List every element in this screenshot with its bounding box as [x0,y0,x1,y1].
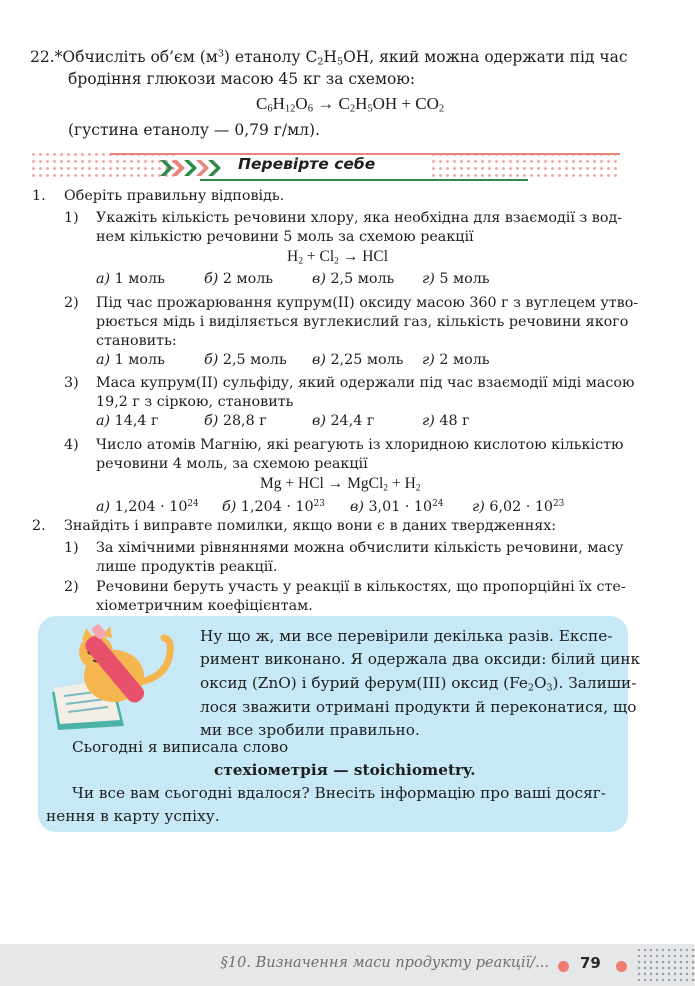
question-3-line-2: 19,2 г з сіркою, становить [96,394,294,410]
question-2-line-2: рюється мідь і виділяється вуглекислий газ, кількість речовини якого [96,314,629,330]
summary-callout [38,616,641,832]
question-1-option-d: г) 5 моль [422,271,490,287]
section-title: Перевірте себе [238,155,376,173]
statement-1-number: 1) [64,540,79,556]
callout-line-9: нення в карту успіху. [46,807,220,825]
statement-1-line-2: лише продуктів реакції. [96,559,278,575]
callout-line-1: Ну що ж, ми все перевірили декілька разів. Експе- [200,627,613,645]
question-4-equation: Mg + HCl → MgCl$_2$ + $H_2$ [260,475,421,494]
problem-22-line-2: бродіння глюкози масою 45 кг за схемою: [68,70,416,88]
statement-1-line-1: За хімічними рівняннями можна обчислити кількість речовини, масу [96,540,624,556]
task-1-label: 1. [32,188,46,204]
question-3-option-a: а) 14,4 г [96,413,159,429]
statement-2-line-1: Речовини беруть участь у реакції в кількостях, що пропорційні їх сте- [96,579,626,595]
question-3-number: 3) [64,375,79,391]
footer-dot-pattern [636,947,695,983]
callout-line-4: лося зважити отримані продукти й переконатися, що [200,698,637,716]
question-4-line-2: речовини 4 моль, за схемою реакції [96,456,368,472]
question-2-number: 2) [64,295,79,311]
question-1-option-c: в) 2,5 моль [312,271,395,287]
callout-line-2: римент виконано. Я одержала два оксиди: білий цинк [200,650,641,668]
question-2-line-3: становить: [96,333,177,349]
problem-22-line-1: 22.*Обчисліть об’єм $(м^3)$ етанолу $C_2H_5OH$, який можна одержати під час [30,48,628,68]
question-1-number: 1) [64,210,79,226]
question-4-option-a: а) $1,204 \cdot 10^{24}$ [96,499,199,515]
task-2-text: Знайдіть і виправте помилки, якщо вони є в даних твердженнях: [64,518,557,534]
question-1-line-2: нем кількістю речовини 5 моль за схемою реакції [96,229,474,245]
question-2-option-b: б) 2,5 моль [204,352,287,368]
decorative-dots-right [430,151,618,181]
question-3-option-b: б) 28,8 г [204,413,267,429]
callout-line-8: Чи все вам сьогодні вдалося? Внесіть інформацію про ваші досяг- [72,784,606,802]
footer-dot-right [616,961,627,972]
question-1-equation: $H_2 + Cl_2$ → HCl [287,248,389,267]
chevron-arrows-icon [150,156,240,180]
statement-2-number: 2) [64,579,79,595]
question-2-option-a: а) 1 моль [96,352,165,368]
question-1-option-a: а) 1 моль [96,271,165,287]
question-3-option-c: в) 24,4 г [312,413,375,429]
callout-line-5: ми все зробили правильно. [200,721,420,739]
question-4-line-1: Число атомів Магнію, які реагують із хлоридною кислотою кількістю [96,437,624,453]
question-3-line-1: Маса купрум(ІІ) сульфіду, який одержали під час взаємодії міді масою [96,375,635,391]
callout-keyword: стехіометрія — stoichiometry. [214,761,476,779]
question-4-number: 4) [64,437,79,453]
page-number: 79 [580,954,601,972]
page-footer [0,944,695,986]
question-4-option-d: г) $6,02 \cdot 10^{23}$ [472,499,565,515]
question-2-option-c: в) 2,25 моль [312,352,404,368]
footer-section-title: §10. Визначення маси продукту реакції/... [220,955,549,971]
question-4-option-b: б) $1,204 \cdot 10^{23}$ [222,499,325,515]
task-2-label: 2. [32,518,46,534]
question-2-line-1: Під час прожарювання купрум(ІІ) оксиду масою 360 г з вуглецем утво- [96,295,639,311]
check-yourself-header [30,148,630,184]
statement-2-line-2: хіометричним коефіцієнтам. [96,598,313,614]
ethanol-density-note: (густина етанолу — 0,79 г/мл). [68,121,321,139]
footer-dot-left [558,961,569,972]
glucose-fermentation-equation: $C_6H_{12}O_6 \to C_2H_5OH + CO_2$ [256,94,445,115]
task-1-text: Оберіть правильну відповідь. [64,188,285,204]
callout-line-6: Сьогодні я виписала слово [72,738,289,756]
question-1-option-b: б) 2 моль [204,271,274,287]
cat-with-book-illustration [44,622,194,732]
callout-line-3: оксид (ZnO) і бурий ферум(ІІІ) оксид $(Fe_2O_3)$. Залиши- [200,674,637,694]
question-1-line-1: Укажіть кількість речовини хлору, яка необхідна для взаємодії з вод- [96,210,623,226]
question-2-option-d: г) 2 моль [422,352,490,368]
question-3-option-d: г) 48 г [422,413,470,429]
header-line-green [200,179,528,181]
question-4-option-c: в) $3,01 \cdot 10^{24}$ [350,499,444,515]
